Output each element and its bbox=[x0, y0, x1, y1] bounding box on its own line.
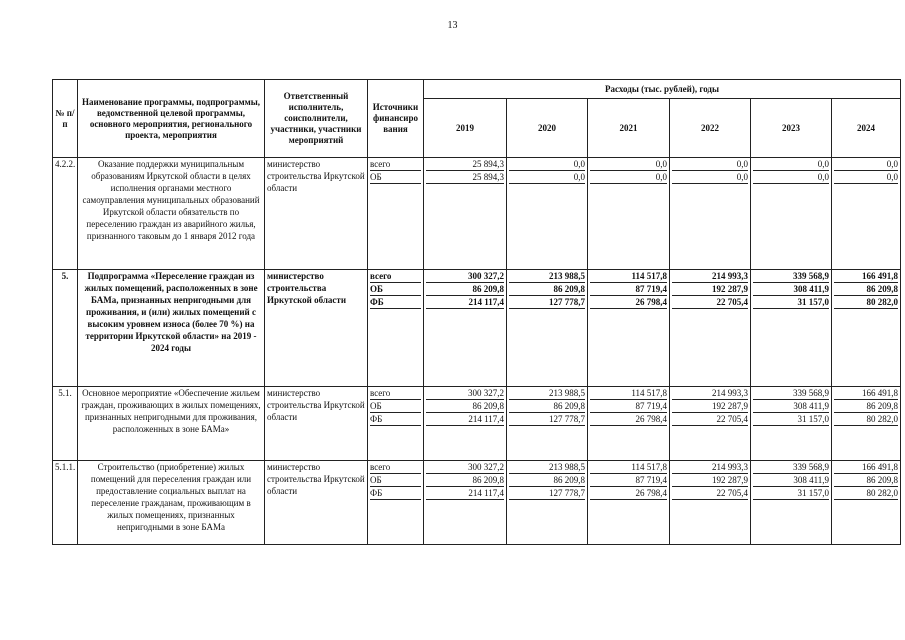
amount-value: 114 517,8 bbox=[590, 387, 667, 400]
amount-value: 86 209,8 bbox=[509, 283, 585, 296]
row-sources bbox=[368, 270, 424, 387]
amount-value: 166 491,8 bbox=[834, 387, 898, 400]
source-label: ФБ bbox=[370, 413, 421, 426]
amount-value: 308 411,9 bbox=[753, 400, 829, 413]
header-expenses: Расходы (тыс. рублей), годы bbox=[424, 80, 901, 99]
amount-value: 86 209,8 bbox=[509, 474, 585, 487]
amount-value: 86 209,8 bbox=[834, 283, 898, 296]
amount-value: 214 117,4 bbox=[426, 413, 504, 426]
year-values bbox=[751, 387, 832, 461]
amount-value: 86 209,8 bbox=[426, 400, 504, 413]
year-values bbox=[588, 461, 670, 545]
amount-value: 0,0 bbox=[834, 158, 898, 171]
row-sources bbox=[368, 158, 424, 270]
amount-value: 22 705,4 bbox=[672, 413, 748, 426]
year-values bbox=[670, 270, 751, 387]
budget-table bbox=[52, 79, 901, 545]
amount-value: 339 568,9 bbox=[753, 387, 829, 400]
header-year: 2020 bbox=[507, 99, 588, 158]
amount-value: 213 988,5 bbox=[509, 387, 585, 400]
source-label: всего bbox=[370, 270, 421, 283]
year-values bbox=[670, 461, 751, 545]
amount-value: 213 988,5 bbox=[509, 270, 585, 283]
year-values bbox=[832, 158, 901, 270]
source-label: всего bbox=[370, 387, 421, 400]
amount-value: 308 411,9 bbox=[753, 283, 829, 296]
amount-value: 22 705,4 bbox=[672, 296, 748, 309]
year-values bbox=[507, 387, 588, 461]
amount-value: 0,0 bbox=[672, 158, 748, 171]
amount-value: 80 282,0 bbox=[834, 487, 898, 500]
amount-value: 26 798,4 bbox=[590, 296, 667, 309]
amount-value: 0,0 bbox=[590, 158, 667, 171]
source-label: ОБ bbox=[370, 283, 421, 296]
header-year: 2019 bbox=[424, 99, 507, 158]
amount-value: 87 719,4 bbox=[590, 400, 667, 413]
row-number: 5.1.1. bbox=[53, 461, 78, 545]
year-values bbox=[507, 158, 588, 270]
source-label: ОБ bbox=[370, 400, 421, 413]
amount-value: 26 798,4 bbox=[590, 487, 667, 500]
amount-value: 114 517,8 bbox=[590, 461, 667, 474]
year-values bbox=[751, 461, 832, 545]
amount-value: 114 517,8 bbox=[590, 270, 667, 283]
year-values bbox=[507, 461, 588, 545]
amount-value: 86 209,8 bbox=[834, 474, 898, 487]
header-sources: Источники финансиро вания bbox=[368, 80, 424, 158]
row-responsible: министерство строительства Иркутской области bbox=[265, 158, 368, 270]
row-responsible: министерство строительства Иркутской области bbox=[265, 461, 368, 545]
amount-value: 214 993,3 bbox=[672, 387, 748, 400]
amount-value: 0,0 bbox=[753, 158, 829, 171]
source-label: ОБ bbox=[370, 171, 421, 184]
header-year: 2024 bbox=[832, 99, 901, 158]
year-values bbox=[832, 387, 901, 461]
row-responsible: министерство строительства Иркутской области bbox=[265, 270, 368, 387]
source-label: всего bbox=[370, 158, 421, 171]
year-values bbox=[424, 461, 507, 545]
amount-value: 22 705,4 bbox=[672, 487, 748, 500]
amount-value: 25 894,3 bbox=[426, 158, 504, 171]
amount-value: 31 157,0 bbox=[753, 487, 829, 500]
amount-value: 0,0 bbox=[509, 158, 585, 171]
amount-value: 80 282,0 bbox=[834, 413, 898, 426]
year-values bbox=[424, 270, 507, 387]
row-number: 5. bbox=[53, 270, 78, 387]
year-values bbox=[507, 270, 588, 387]
amount-value: 213 988,5 bbox=[509, 461, 585, 474]
table-row bbox=[53, 158, 901, 270]
year-values bbox=[832, 270, 901, 387]
amount-value: 87 719,4 bbox=[590, 283, 667, 296]
table-body bbox=[53, 158, 901, 545]
year-values bbox=[588, 158, 670, 270]
year-values bbox=[588, 270, 670, 387]
amount-value: 86 209,8 bbox=[834, 400, 898, 413]
amount-value: 214 993,3 bbox=[672, 270, 748, 283]
row-number: 4.2.2. bbox=[53, 158, 78, 270]
year-values bbox=[670, 387, 751, 461]
table-row bbox=[53, 270, 901, 387]
amount-value: 214 993,3 bbox=[672, 461, 748, 474]
amount-value: 127 778,7 bbox=[509, 487, 585, 500]
row-name: Оказание поддержки муниципальным образованиям Иркутской области в целях исполнения органами местного самоуправления муниципальных образований Иркутской области обязательств по переселению граждан из аварийного жилья, признанного таковым до 1 января 2012 года bbox=[78, 158, 265, 270]
table-header bbox=[53, 80, 901, 158]
amount-value: 86 209,8 bbox=[426, 283, 504, 296]
amount-value: 339 568,9 bbox=[753, 270, 829, 283]
year-values bbox=[588, 387, 670, 461]
header-year: 2022 bbox=[670, 99, 751, 158]
year-values bbox=[424, 158, 507, 270]
amount-value: 300 327,2 bbox=[426, 461, 504, 474]
amount-value: 26 798,4 bbox=[590, 413, 667, 426]
year-values bbox=[424, 387, 507, 461]
amount-value: 86 209,8 bbox=[426, 474, 504, 487]
amount-value: 87 719,4 bbox=[590, 474, 667, 487]
amount-value: 166 491,8 bbox=[834, 270, 898, 283]
amount-value: 214 117,4 bbox=[426, 487, 504, 500]
header-year: 2021 bbox=[588, 99, 670, 158]
row-sources bbox=[368, 387, 424, 461]
header-responsible: Ответственный исполнитель, соисполнители, участники, участники мероприятий bbox=[265, 80, 368, 158]
amount-value: 0,0 bbox=[672, 171, 748, 184]
header-year: 2023 bbox=[751, 99, 832, 158]
header-name: Наименование программы, подпрограммы, ведомственной целевой программы, основного мероприятия, регионального проекта, мероприятия bbox=[78, 80, 265, 158]
amount-value: 31 157,0 bbox=[753, 296, 829, 309]
amount-value: 308 411,9 bbox=[753, 474, 829, 487]
source-label: всего bbox=[370, 461, 421, 474]
amount-value: 80 282,0 bbox=[834, 296, 898, 309]
table-row bbox=[53, 461, 901, 545]
amount-value: 127 778,7 bbox=[509, 413, 585, 426]
amount-value: 86 209,8 bbox=[509, 400, 585, 413]
amount-value: 192 287,9 bbox=[672, 474, 748, 487]
year-values bbox=[751, 158, 832, 270]
source-label: ФБ bbox=[370, 296, 421, 309]
amount-value: 0,0 bbox=[834, 171, 898, 184]
row-name: Строительство (приобретение) жилых помещений для переселения граждан или предоставление социальных выплат на переселение гражданам, проживающим в жилых помещениях, признанных непригодными в зоне БАМа bbox=[78, 461, 265, 545]
amount-value: 192 287,9 bbox=[672, 283, 748, 296]
amount-value: 300 327,2 bbox=[426, 270, 504, 283]
amount-value: 214 117,4 bbox=[426, 296, 504, 309]
row-number: 5.1. bbox=[53, 387, 78, 461]
amount-value: 0,0 bbox=[590, 171, 667, 184]
amount-value: 127 778,7 bbox=[509, 296, 585, 309]
amount-value: 300 327,2 bbox=[426, 387, 504, 400]
amount-value: 0,0 bbox=[753, 171, 829, 184]
year-values bbox=[751, 270, 832, 387]
amount-value: 31 157,0 bbox=[753, 413, 829, 426]
page-number: 13 bbox=[447, 20, 458, 31]
year-values bbox=[832, 461, 901, 545]
amount-value: 0,0 bbox=[509, 171, 585, 184]
source-label: ОБ bbox=[370, 474, 421, 487]
amount-value: 192 287,9 bbox=[672, 400, 748, 413]
row-sources bbox=[368, 461, 424, 545]
amount-value: 25 894,3 bbox=[426, 171, 504, 184]
header-num: № п/п bbox=[53, 80, 78, 158]
source-label: ФБ bbox=[370, 487, 421, 500]
year-values bbox=[670, 158, 751, 270]
amount-value: 166 491,8 bbox=[834, 461, 898, 474]
table-row bbox=[53, 387, 901, 461]
amount-value: 339 568,9 bbox=[753, 461, 829, 474]
row-responsible: министерство строительства Иркутской области bbox=[265, 387, 368, 461]
row-name: Подпрограмма «Переселение граждан из жилых помещений, расположенных в зоне БАМа, признанных непригодными для проживания, и (или) жилых помещений с высоким уровнем износа (более 70 %) на территории Иркутской области» на 2019 - 2024 годы bbox=[78, 270, 265, 387]
row-name: Основное мероприятие «Обеспечение жильем граждан, проживающих в жилых помещениях, признанных непригодными для проживания, расположенных в зоне БАМа» bbox=[78, 387, 265, 461]
